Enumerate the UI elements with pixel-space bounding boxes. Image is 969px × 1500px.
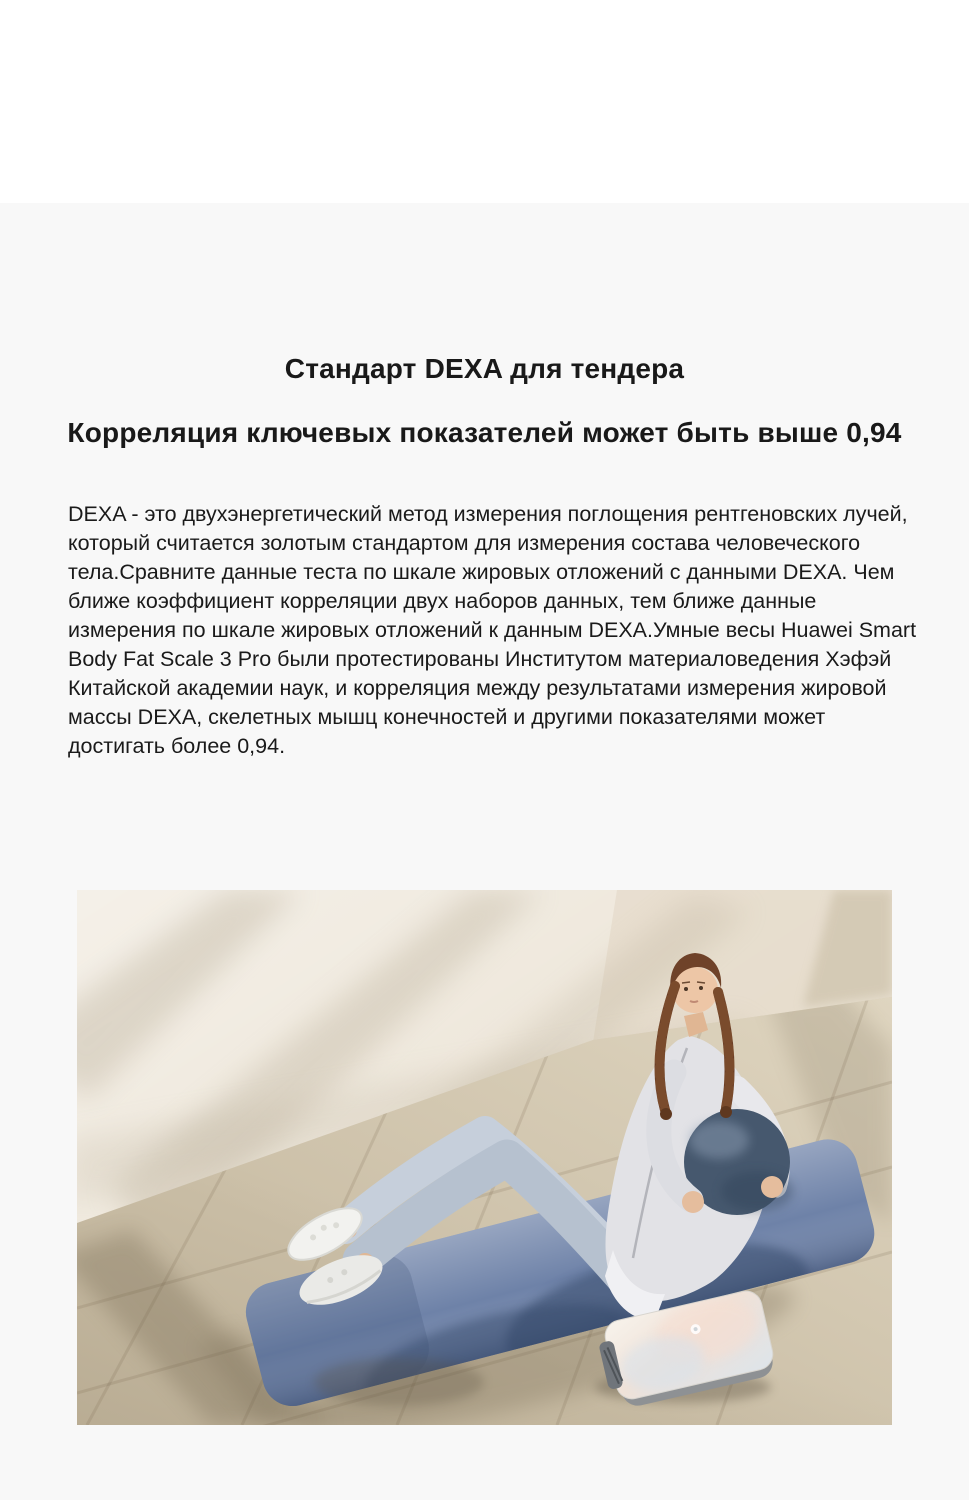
hero-photo-illustration [77,890,892,1425]
page-subtitle: Корреляция ключевых показателей может быть выше 0,94 [67,417,902,448]
hand [682,1191,704,1213]
top-white-band [0,0,969,203]
page-title: Стандарт DEXA для тендера [284,353,685,384]
body-paragraph: DEXA - это двухэнергетический метод измерения поглощения рентгеновских лучей, который считается золотым стандартом для измерения состава человеческого тела.Сравните данные теста по шкале жировых отложений с данными DEXA. Чем ближе коэффициент корреляции двух наборов данных, тем ближе данные измерения по шкале жировых отложений к данным DEXA.Умные весы Huawei Smart Body Fat Scale 3 Pro были протестированы Институтом материаловедения Хэфэй Китайской академии наук, и корреляция между результатами измерения жировой массы DEXA, скелетных мышц конечностей и другими показателями может достигать более 0,94. [68,502,917,758]
hand [761,1176,783,1198]
dexa-standard-section [0,203,969,1500]
hero-photo [77,890,892,1425]
feet-shadow [314,1358,484,1406]
